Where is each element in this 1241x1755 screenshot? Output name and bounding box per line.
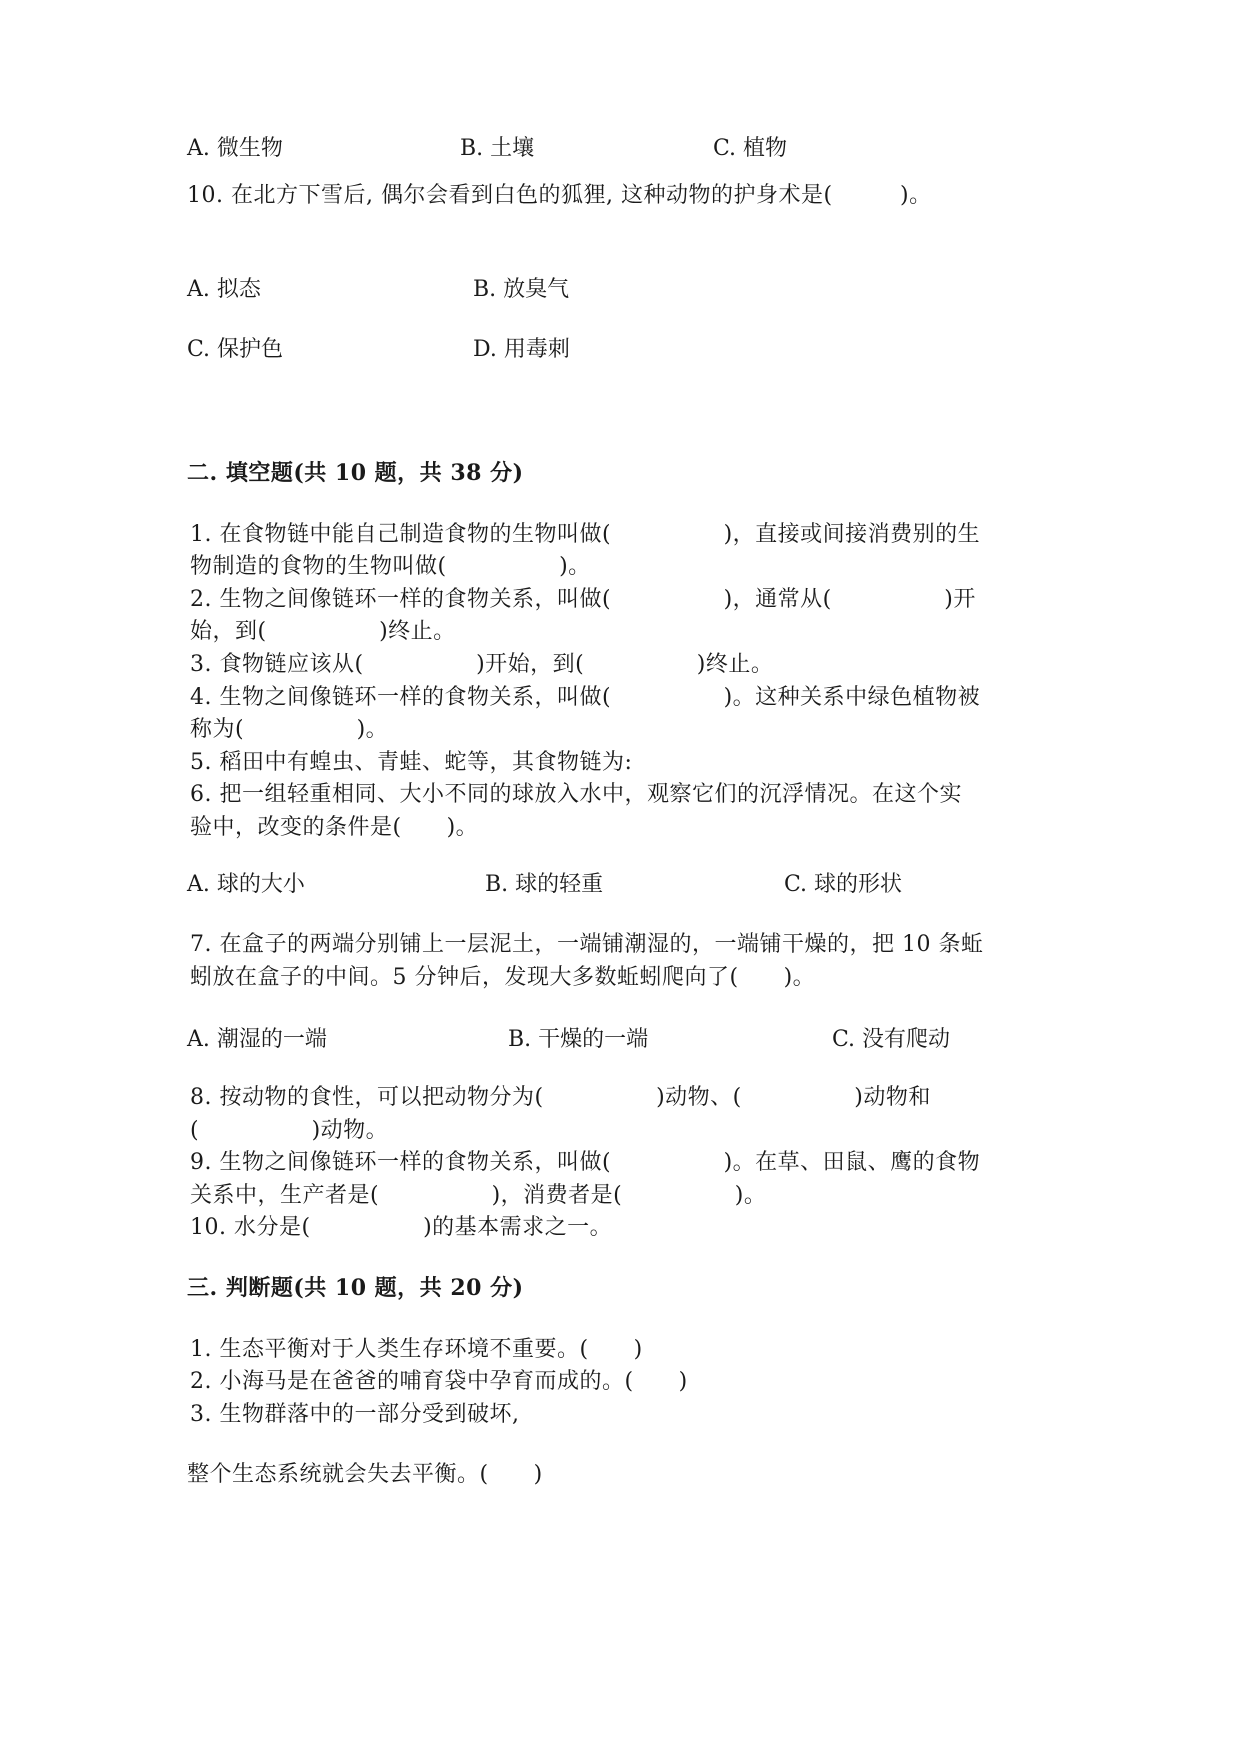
judge-line: 1. 生态平衡对于人类生存环境不重要。( ): [190, 1337, 643, 1362]
judge-line: 2. 小海马是在爸爸的哺育袋中孕育而成的。( ): [190, 1369, 688, 1394]
q9-option-b: B. 土壤: [460, 136, 535, 161]
fill-line: 1. 在食物链中能自己制造食物的生物叫做( )，直接或间接消费别的生: [190, 522, 981, 547]
q6-option-b: B. 球的轻重: [485, 872, 604, 897]
q10-stem: 10. 在北方下雪后, 偶尔会看到白色的狐狸, 这种动物的护身术是( )。: [187, 183, 932, 208]
q9-option-a: A. 微生物: [187, 136, 283, 161]
q9-option-c: C. 植物: [713, 136, 788, 161]
q7-line: 蚓放在盒子的中间。5 分钟后，发现大多数蚯蚓爬向了( )。: [190, 965, 816, 990]
fill-line: 称为( )。: [190, 717, 389, 742]
q7-option-a: A. 潮湿的一端: [187, 1027, 327, 1052]
section2-heading: 二. 填空题(共 10 题，共 38 分): [187, 460, 524, 486]
q6-option-a: A. 球的大小: [187, 872, 305, 897]
fill-line: 2. 生物之间像链环一样的食物关系，叫做( )，通常从( )开: [190, 587, 976, 612]
fill-line: 始，到( )终止。: [190, 619, 456, 644]
fill-line: 5. 稻田中有蝗虫、青蛙、蛇等，其食物链为:: [190, 750, 633, 775]
q10-option-d: D. 用毒刺: [473, 337, 570, 362]
q10-option-a: A. 拟态: [187, 277, 261, 302]
fill-line: 9. 生物之间像链环一样的食物关系，叫做( )。在草、田鼠、鹰的食物: [190, 1150, 981, 1175]
fill-line: 8. 按动物的食性，可以把动物分为( )动物、( )动物和: [190, 1085, 931, 1110]
q7-option-c: C. 没有爬动: [832, 1027, 951, 1052]
fill-line: ( )动物。: [190, 1118, 389, 1143]
fill-line: 关系中，生产者是( )，消费者是( )。: [190, 1183, 767, 1208]
q7-option-b: B. 干燥的一端: [508, 1027, 649, 1052]
q10-option-b: B. 放臭气: [473, 277, 570, 302]
fill-line: 物制造的食物的生物叫做( )。: [190, 554, 591, 579]
q7-line: 7. 在盒子的两端分别铺上一层泥土，一端铺潮湿的，一端铺干燥的，把 10 条蚯: [190, 932, 984, 957]
judge-continuation: 整个生态系统就会失去平衡。( ): [187, 1462, 543, 1487]
q10-option-c: C. 保护色: [187, 337, 284, 362]
fill-line: 10. 水分是( )的基本需求之一。: [190, 1215, 613, 1240]
fill-line: 4. 生物之间像链环一样的食物关系，叫做( )。这种关系中绿色植物被: [190, 685, 981, 710]
fill-line: 6. 把一组轻重相同、大小不同的球放入水中，观察它们的沉浮情况。在这个实: [190, 782, 962, 807]
q6-option-c: C. 球的形状: [784, 872, 903, 897]
section3-heading: 三. 判断题(共 10 题，共 20 分): [187, 1275, 524, 1301]
fill-line: 3. 食物链应该从( )开始，到( )终止。: [190, 652, 774, 677]
fill-line: 验中，改变的条件是( )。: [190, 815, 479, 840]
judge-line: 3. 生物群落中的一部分受到破坏,: [190, 1402, 520, 1427]
